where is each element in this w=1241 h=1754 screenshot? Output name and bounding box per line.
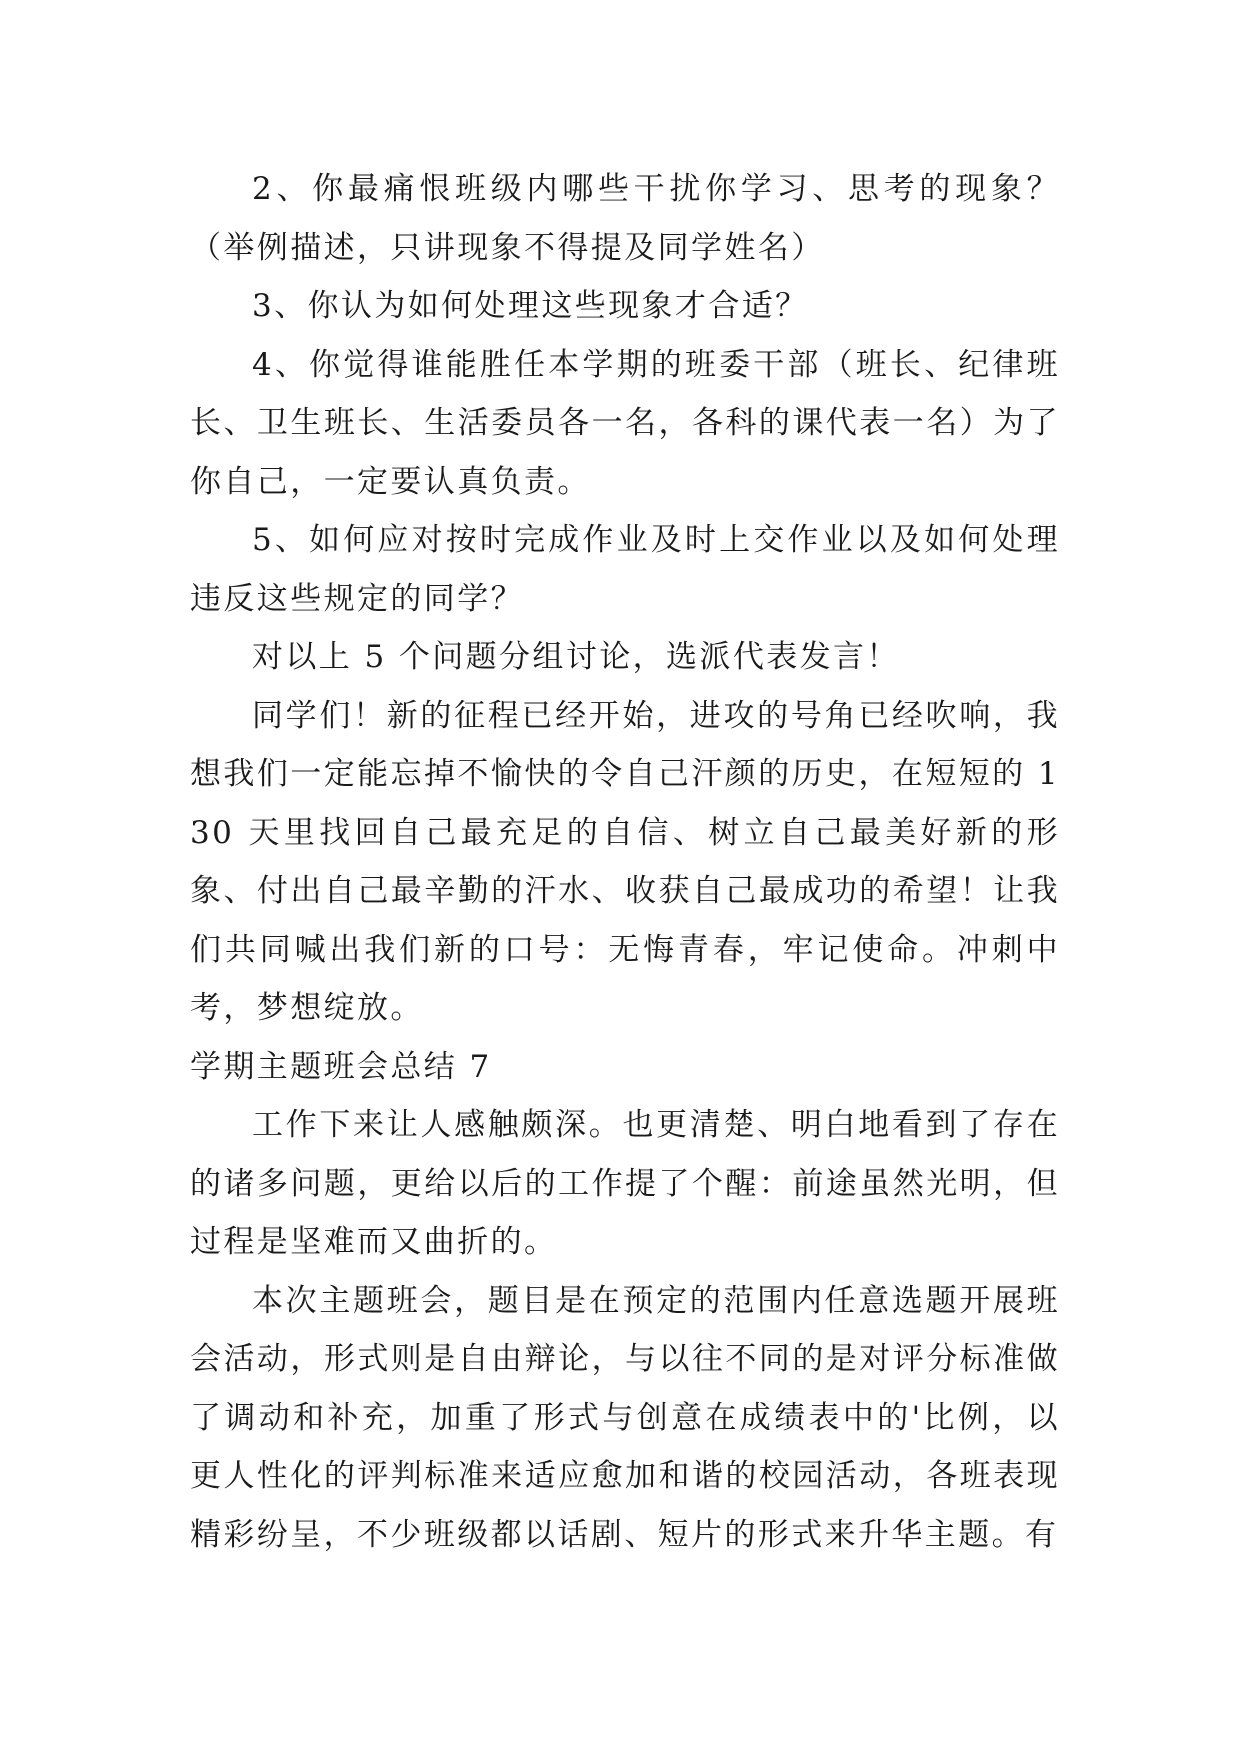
paragraph-question-3: 3、你认为如何处理这些现象才合适？ bbox=[252, 288, 809, 324]
paragraph-summary-body: 本次主题班会，题目是在预定的范围内任意选题开展班会活动，形式则是自由辩论，与以往不同的是对评分标准做了调动和补充，加重了形式与创意在成绩表中的'比例，以更人性化的评判标准来适应愈加和谐的校园活动，各班表现精彩纷呈，不少班级都以话剧、短片的形式来升华主题。有 bbox=[190, 1282, 1060, 1553]
paragraph-question-4: 4、你觉得谁能胜任本学期的班委干部（班长、纪律班长、卫生班长、生活委员各一名，各科的课代表一名）为了你自己，一定要认真负责。 bbox=[190, 346, 1060, 500]
paragraph-closing-speech: 同学们！新的征程已经开始，进攻的号角已经吹响，我想我们一定能忘掉不愉快的令自己汗颜的历史，在短短的 130 天里找回自己最充足的自信、树立自己最美好新的形象、付出自己最辛勤的汗水、收获自己最成功的希望！让我们共同喊出我们新的口号：无悔青春，牢记使命。冲刺中考，梦想绽放。 bbox=[190, 697, 1060, 1026]
paragraph-discussion: 对以上 5 个问题分组讨论，选派代表发言！ bbox=[252, 639, 900, 675]
paragraph-question-2: 2、你最痛恨班级内哪些干扰你学习、思考的现象？（举例描述，只讲现象不得提及同学姓名） bbox=[190, 171, 1060, 266]
document-body bbox=[190, 160, 1060, 1564]
section-heading: 学期主题班会总结 7 bbox=[190, 1048, 492, 1085]
paragraph-summary-intro: 工作下来让人感触颇深。也更清楚、明白地看到了存在的诸多问题，更给以后的工作提了个醒：前途虽然光明，但过程是坚难而又曲折的。 bbox=[190, 1107, 1060, 1260]
paragraph-question-5: 5、如何应对按时完成作业及时上交作业以及如何处理违反这些规定的同学？ bbox=[190, 522, 1060, 617]
